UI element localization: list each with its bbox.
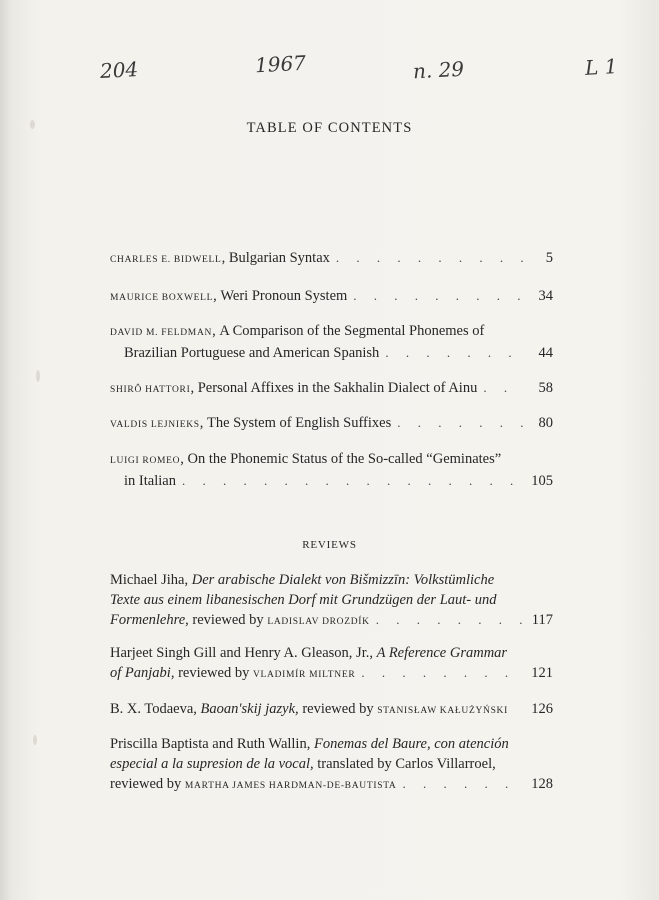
dot-leader bbox=[376, 610, 525, 630]
entry-page: 80 bbox=[538, 415, 553, 431]
review-title-cont: especial a la supresion de la vocal, bbox=[110, 756, 314, 772]
entry-title: Weri Pronoun System bbox=[220, 288, 348, 304]
handwritten-number: 204 bbox=[99, 57, 139, 83]
entry-title-cont: Brazilian Portuguese and American Spanish bbox=[124, 345, 380, 361]
handwritten-mark: L 1 bbox=[584, 54, 618, 80]
dot-leader bbox=[385, 343, 525, 363]
review-title: Fonemas del Baure, con atención bbox=[313, 736, 509, 752]
review-author: Harjeet Singh Gill and Henry A. Gleason, Jr., bbox=[110, 645, 373, 661]
reviewed-by: reviewed by bbox=[302, 701, 374, 717]
dot-leader bbox=[397, 413, 525, 433]
review-author: Michael Jiha, bbox=[110, 572, 189, 588]
review-page: 128 bbox=[531, 776, 553, 792]
review-author: B. X. Todaeva, bbox=[110, 701, 197, 717]
reviewed-by: reviewed by bbox=[178, 665, 250, 681]
reviewed-by: reviewed by bbox=[192, 612, 264, 628]
review-title-cont: Formenlehre, bbox=[110, 612, 189, 628]
review-title-cont: of Panjabi, bbox=[110, 665, 175, 681]
review-page: 126 bbox=[531, 701, 553, 717]
entry-title: Bulgarian Syntax bbox=[228, 250, 330, 266]
review-entry bbox=[110, 570, 553, 632]
entry-page: 105 bbox=[531, 473, 553, 489]
entry-title: The System of English Suffixes bbox=[207, 415, 392, 431]
reviewer: MARTHA JAMES HARDMAN-DE-BAUTISTA bbox=[184, 781, 397, 791]
review-author: Priscilla Baptista and Ruth Wallin, bbox=[110, 736, 311, 752]
dot-leader bbox=[353, 286, 525, 306]
reviewed-by: reviewed by bbox=[110, 776, 182, 792]
review-title-cont: Texte aus einem libanesischen Dorf mit Grundzügen der Laut- und bbox=[110, 592, 497, 608]
review-entry bbox=[110, 643, 553, 685]
entry-author: MAURICE BOXWELL bbox=[110, 293, 214, 303]
entry-title-cont: in Italian bbox=[124, 473, 176, 489]
entry-author: LUIGI ROMEO bbox=[110, 456, 181, 466]
stain bbox=[33, 735, 37, 745]
toc-entry: MAURICE BOXWELL , Weri Pronoun System . . . 34 bbox=[110, 286, 553, 308]
handwritten-year: 1967 bbox=[254, 50, 307, 78]
reviews-heading: REVIEWS bbox=[302, 539, 357, 551]
entry-author: SHIRÔ HATTORI bbox=[110, 385, 191, 395]
entry-author: VALDIS LEJNIEKS bbox=[110, 420, 200, 430]
entry-title: Personal Affixes in the Sakhalin Dialect of Ainu bbox=[197, 380, 478, 396]
reviewer: VLADIMÍR MILTNER bbox=[252, 670, 356, 680]
dot-leader bbox=[182, 471, 525, 491]
review-page: 121 bbox=[531, 665, 553, 681]
review-entry bbox=[110, 734, 553, 796]
entry-page: 5 bbox=[545, 250, 553, 266]
dot-leader bbox=[483, 378, 525, 398]
review-title: Baoan'skij jazyk, bbox=[200, 701, 299, 717]
toc-entry: LUIGI ROMEO , On the Phonemic Status of the So-called “Geminates” in Italian . . . 105 bbox=[110, 449, 553, 491]
reviewer: LADISLAV DROZDÍK bbox=[267, 617, 370, 627]
page-title: TABLE OF CONTENTS bbox=[246, 120, 413, 136]
handwritten-issue: n. 29 bbox=[412, 56, 465, 84]
dot-leader bbox=[336, 248, 525, 268]
entry-title: On the Phonemic Status of the So-called “Geminates” bbox=[187, 451, 502, 467]
dot-leader bbox=[403, 774, 526, 794]
entry-author: CHARLES E. BIDWELL bbox=[110, 255, 222, 265]
toc-entry: CHARLES E. BIDWELL , Bulgarian Syntax . . . 5 bbox=[110, 248, 553, 270]
entry-page: 44 bbox=[538, 345, 553, 361]
entry-author: DAVID M. FELDMAN bbox=[110, 328, 213, 338]
entry-page: 34 bbox=[538, 288, 553, 304]
dot-leader bbox=[361, 663, 525, 683]
stain bbox=[36, 370, 40, 382]
review-translator: translated by Carlos Villarroel, bbox=[317, 756, 496, 772]
reviewer: STANISŁAW KAŁUŻYŃSKI bbox=[377, 706, 508, 716]
entry-page: 58 bbox=[538, 380, 553, 396]
review-entry bbox=[110, 699, 553, 721]
toc-entry: SHIRÔ HATTORI , Personal Affixes in the Sakhalin Dialect of Ainu . . . 58 bbox=[110, 378, 553, 400]
entry-title: A Comparison of the Segmental Phonemes of bbox=[219, 323, 485, 339]
toc-entry: VALDIS LEJNIEKS , The System of English Suffixes . . . 80 bbox=[110, 413, 553, 435]
review-page: 117 bbox=[531, 612, 553, 628]
review-title: Der arabische Dialekt von Bišmizzīn: Volkstümliche bbox=[191, 572, 495, 588]
review-title: A Reference Grammar bbox=[376, 645, 508, 661]
toc-entry: DAVID M. FELDMAN , A Comparison of the Segmental Phonemes of Brazilian Portuguese and American Spanish . . . 44 bbox=[110, 321, 553, 363]
